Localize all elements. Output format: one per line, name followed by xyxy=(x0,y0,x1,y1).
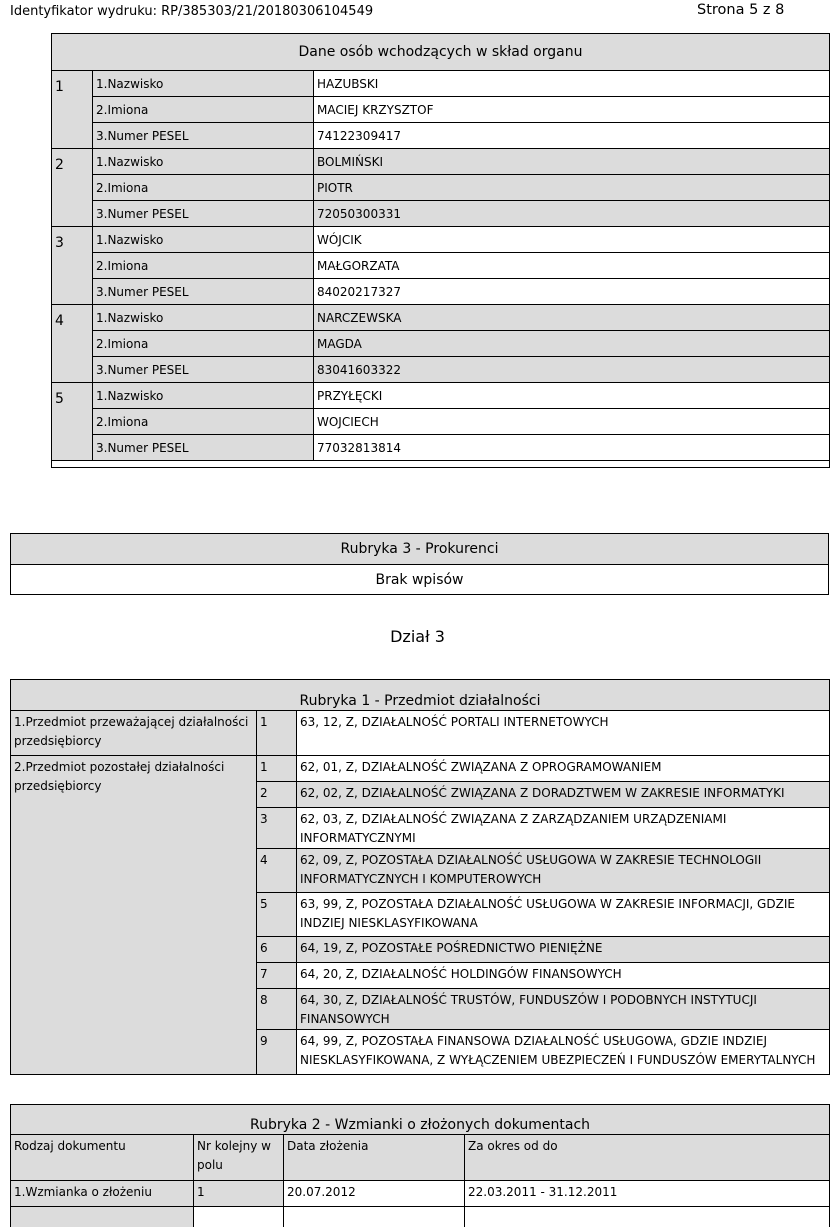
document-period: 22.03.2011 - 31.12.2011 xyxy=(465,1181,830,1207)
column-header: Rodzaj dokumentu xyxy=(11,1135,194,1181)
field-value: MACIEJ KRZYSZTOF xyxy=(314,97,830,123)
field-value: MAGDA xyxy=(314,331,830,357)
rubryka-2-table xyxy=(10,1104,830,1227)
activity-number: 9 xyxy=(257,1030,297,1075)
field-value: PIOTR xyxy=(314,175,830,201)
person-number: 4 xyxy=(52,305,93,383)
rubryka-3-empty: Brak wpisów xyxy=(11,565,829,595)
field-label: 2.Imiona xyxy=(93,175,314,201)
field-value: WOJCIECH xyxy=(314,409,830,435)
field-value: WÓJCIK xyxy=(314,227,830,253)
table-row-partial xyxy=(465,1207,830,1227)
field-label: 1.Nazwisko xyxy=(93,227,314,253)
activity-text: 62, 09, Z, POZOSTAŁA DZIAŁALNOŚĆ USŁUGOWA W ZAKRESIE TECHNOLOGII INFORMATYCZNYCH I KOMPUTEROWYCH xyxy=(297,849,830,893)
field-value: 83041603322 xyxy=(314,357,830,383)
rubryka-3-title: Rubryka 3 - Prokurenci xyxy=(11,534,829,565)
field-label: 3.Numer PESEL xyxy=(93,279,314,305)
field-value: 77032813814 xyxy=(314,435,830,461)
activity-number: 5 xyxy=(257,893,297,937)
activity-text: 62, 03, Z, DZIAŁALNOŚĆ ZWIĄZANA Z ZARZĄDZANIEM URZĄDZENIAMI INFORMATYCZNYMI xyxy=(297,808,830,849)
person-number: 5 xyxy=(52,383,93,461)
activity-text: 62, 01, Z, DZIAŁALNOŚĆ ZWIĄZANA Z OPROGRAMOWANIEM xyxy=(297,756,830,782)
activity-number: 6 xyxy=(257,937,297,963)
field-label: 3.Numer PESEL xyxy=(93,123,314,149)
activity-number: 4 xyxy=(257,849,297,893)
activity-number: 2 xyxy=(257,782,297,808)
activity-number: 8 xyxy=(257,989,297,1030)
document-date: 20.07.2012 xyxy=(284,1181,465,1207)
activity-text: 64, 30, Z, DZIAŁALNOŚĆ TRUSTÓW, FUNDUSZÓW I PODOBNYCH INSTYTUCJI FINANSOWYCH xyxy=(297,989,830,1030)
field-label: 2.Imiona xyxy=(93,409,314,435)
section-title: Dział 3 xyxy=(390,627,445,646)
activity-text: 63, 99, Z, POZOSTAŁA DZIAŁALNOŚĆ USŁUGOWA W ZAKRESIE INFORMACJI, GDZIE INDZIEJ NIESKLASYFIKOWANA xyxy=(297,893,830,937)
column-header: Za okres od do xyxy=(465,1135,830,1181)
activity-text: 64, 20, Z, DZIAŁALNOŚĆ HOLDINGÓW FINANSOWYCH xyxy=(297,963,830,989)
field-value: NARCZEWSKA xyxy=(314,305,830,331)
field-value: 74122309417 xyxy=(314,123,830,149)
field-value: 72050300331 xyxy=(314,201,830,227)
field-label: 3.Numer PESEL xyxy=(93,357,314,383)
field-label: 1.Nazwisko xyxy=(93,305,314,331)
table-row-partial xyxy=(11,1207,194,1227)
field-label: 1.Nazwisko xyxy=(93,383,314,409)
person-number: 2 xyxy=(52,149,93,227)
activity-text: 64, 19, Z, POZOSTAŁE POŚREDNICTWO PIENIĘŻNE xyxy=(297,937,830,963)
table-footer-spacer xyxy=(52,461,830,468)
organ-members-table xyxy=(51,33,830,468)
activity-number: 3 xyxy=(257,808,297,849)
other-activity-label: 2.Przedmiot pozostałej działalności przedsiębiorcy xyxy=(11,756,257,1075)
field-label: 2.Imiona xyxy=(93,253,314,279)
rubryka-3-table xyxy=(10,533,829,595)
column-header: Nr kolejny w polu xyxy=(194,1135,284,1181)
activity-text: 62, 02, Z, DZIAŁALNOŚĆ ZWIĄZANA Z DORADZTWEM W ZAKRESIE INFORMATYKI xyxy=(297,782,830,808)
rubryka-1-title: Rubryka 1 - Przedmiot działalności xyxy=(11,680,830,711)
activity-number: 1 xyxy=(257,711,297,756)
field-label: 2.Imiona xyxy=(93,331,314,357)
field-label: 2.Imiona xyxy=(93,97,314,123)
field-label: 1.Nazwisko xyxy=(93,149,314,175)
rubryka-1-table xyxy=(10,679,830,1075)
organ-table-title: Dane osób wchodzących w skład organu xyxy=(52,34,830,71)
field-value: 84020217327 xyxy=(314,279,830,305)
field-value: HAZUBSKI xyxy=(314,71,830,97)
field-label: 3.Numer PESEL xyxy=(93,435,314,461)
activity-text: 64, 99, Z, POZOSTAŁA FINANSOWA DZIAŁALNOŚĆ USŁUGOWA, GDZIE INDZIEJ NIESKLASYFIKOWANA, Z WYŁĄCZENIEM UBEZPIECZEŃ I FUNDUSZÓW EMERYTALNYCH xyxy=(297,1030,830,1075)
activity-number: 1 xyxy=(257,756,297,782)
field-label: 3.Numer PESEL xyxy=(93,201,314,227)
page-number: Strona 5 z 8 xyxy=(697,2,785,18)
table-row-partial xyxy=(194,1207,284,1227)
person-number: 1 xyxy=(52,71,93,149)
rubryka-2-title: Rubryka 2 - Wzmianki o złożonych dokumentach xyxy=(11,1105,830,1135)
field-value: BOLMIŃSKI xyxy=(314,149,830,175)
column-header: Data złożenia xyxy=(284,1135,465,1181)
field-value: PRZYŁĘCKI xyxy=(314,383,830,409)
main-activity-label: 1.Przedmiot przeważającej działalności przedsiębiorcy xyxy=(11,711,257,756)
print-identifier: Identyfikator wydruku: RP/385303/21/20180306104549 xyxy=(10,4,374,19)
document-number: 1 xyxy=(194,1181,284,1207)
field-label: 1.Nazwisko xyxy=(93,71,314,97)
table-row-partial xyxy=(284,1207,465,1227)
activity-text: 63, 12, Z, DZIAŁALNOŚĆ PORTALI INTERNETOWYCH xyxy=(297,711,830,756)
activity-number: 7 xyxy=(257,963,297,989)
person-number: 3 xyxy=(52,227,93,305)
field-value: MAŁGORZATA xyxy=(314,253,830,279)
document-type: 1.Wzmianka o złożeniu xyxy=(11,1181,194,1207)
